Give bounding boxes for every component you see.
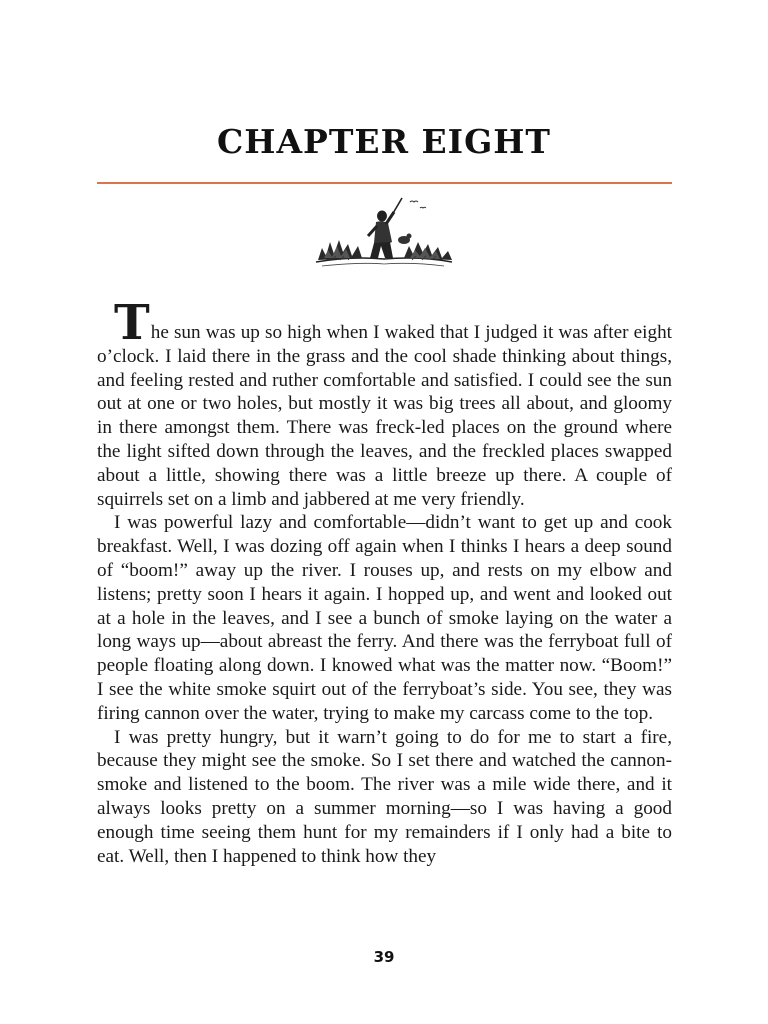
woodcut-figure-with-bushes-icon [312,196,457,272]
title-rule [97,182,672,184]
paragraph-3: I was pretty hungry, but it warn’t going to do for me to start a fire, because they might see the smoke. So I set there and watched the cannon-smoke and listened to the boom. The river was a mile wide there, and it always looks pretty on a summer morning—so I was having a good enough time seeing them hunt for my remainders if I only had a bite to eat. Well, then I happened to think how they [97,726,672,867]
paragraph-2: I was powerful lazy and comfortable—didn’t want to get up and cook breakfast. Well, I was dozing off again when I thinks I hears a deep sound of “boom!” away up the river. I rouses up, and rests on my elbow and listens; pretty soon I hears it again. I hopped up, and went and looked out at a hole in the leaves, and I see a bunch of smoke laying on the water a long ways up—about abreast the ferry. And there was the ferryboat full of people floating along down. I knowed what was the matter now. “Boom!” I see the white smoke squirt out of the ferryboat’s side. You see, they was firing cannon over the water, trying to make my carcass come to the top. [97,512,672,724]
drop-cap: T [114,295,150,351]
chapter-body [97,295,672,868]
chapter-title: CHAPTER EIGHT [217,122,551,161]
paragraph-1 [97,295,672,511]
paragraph-1-text: he sun was up so high when I waked that I judged it was after eight o’clock. I laid there in the grass and the cool shade thinking about things, and feeling rested and ruther comfortable and satisfied. I could see the sun out at one or two holes, but mostly it was big trees all about, and gloomy in there amongst them. There was freck-led places on the ground where the light sifted down through the leaves, and the freckled places swapped about a little, showing there was a little breeze up there. A couple of squirrels set on a limb and jabbered at me very friendly. [97,322,672,510]
page-number: 39 [373,948,395,966]
